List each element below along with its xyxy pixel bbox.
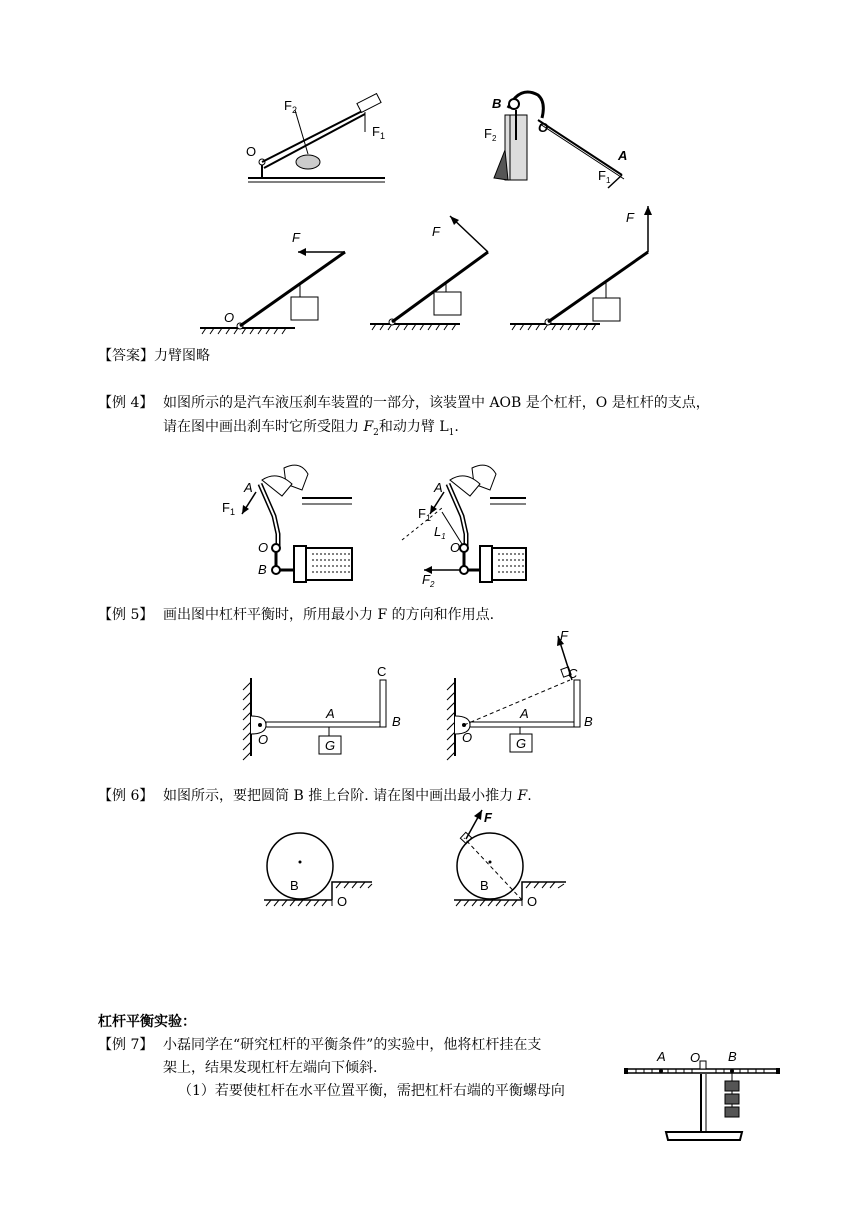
rod3-f-label: F bbox=[626, 210, 634, 225]
cutter-f2-label: F bbox=[284, 98, 292, 113]
brake2-f2-sub: 2 bbox=[429, 580, 435, 589]
svg-text:F1 bbox=[222, 500, 235, 517]
rod1-f-label: F bbox=[292, 230, 300, 245]
figure-brake-question bbox=[222, 460, 362, 585]
brake2-f1-sub: 1 bbox=[425, 513, 431, 523]
lever2-c-label: C bbox=[568, 666, 578, 681]
ex4-line2-mid: 和动力臂 L bbox=[378, 419, 449, 435]
pump-f2-label: F bbox=[484, 126, 492, 141]
figure-lever-question bbox=[236, 660, 416, 760]
lever2-o-label: O bbox=[462, 730, 473, 745]
ex4-line2 bbox=[163, 417, 459, 443]
stand-a-label: A bbox=[657, 1049, 666, 1064]
ex6-f-var: F bbox=[517, 788, 528, 804]
lever1-a-label: A bbox=[326, 706, 335, 721]
ex4-l1-sub: 1 bbox=[448, 427, 455, 438]
lever1-g-label: G bbox=[325, 738, 336, 753]
stand-o-label: O bbox=[690, 1050, 701, 1065]
figure-cutter bbox=[240, 90, 400, 190]
ex5-tag: 【例 5】 bbox=[98, 607, 154, 623]
ex4-f2-var: F bbox=[363, 419, 374, 435]
ex7-line2: 架上，结果发现杠杆左端向下倾斜. bbox=[163, 1060, 378, 1076]
cutter-f2-sub: 2 bbox=[291, 105, 297, 115]
ex7-line1: 小磊同学在“研究杠杆的平衡条件”的实验中，他将杠杆挂在支 bbox=[163, 1037, 542, 1053]
answer-line: 【答案】力臂图略 bbox=[98, 348, 210, 364]
ex6-text bbox=[163, 786, 532, 806]
pump-f2-sub: 2 bbox=[491, 134, 497, 143]
lever1-c-label: C bbox=[377, 664, 387, 679]
cutter-f1-label: F bbox=[372, 124, 380, 139]
figure-lever-stand bbox=[624, 1046, 789, 1146]
figure-cylinder-question bbox=[264, 830, 384, 914]
pump-o-label: O bbox=[538, 120, 549, 135]
brake2-f1-label: F bbox=[418, 506, 426, 521]
svg-text:F2 bbox=[284, 98, 297, 115]
svg-text:L1 bbox=[434, 524, 446, 541]
cyl1-b-label: B bbox=[290, 878, 299, 893]
cyl2-f-label: F bbox=[484, 810, 492, 825]
svg-text:F1 bbox=[598, 168, 611, 185]
ex4-tag: 【例 4】 bbox=[98, 395, 154, 411]
ex4-line2-pre: 请在图中画出刹车时它所受阻力 bbox=[163, 419, 364, 435]
brake2-o-label: O bbox=[450, 540, 461, 555]
lever2-b-label: B bbox=[584, 714, 593, 729]
ex7-q1: （1）若要使杠杆在水平位置平衡，需把杠杆右端的平衡螺母向 bbox=[178, 1083, 565, 1099]
figure-pump bbox=[480, 80, 640, 200]
pump-a-label: A bbox=[618, 148, 628, 163]
cyl2-o-label: O bbox=[527, 894, 538, 909]
figure-rod-horizontal-force bbox=[200, 222, 360, 337]
brake1-a-label: A bbox=[244, 480, 253, 495]
brake1-o-label: O bbox=[258, 540, 269, 555]
brake2-a-label: A bbox=[434, 480, 443, 495]
brake2-l1-sub: 1 bbox=[441, 532, 446, 541]
brake1-f1-label: F bbox=[222, 500, 230, 515]
lever1-b-label: B bbox=[392, 714, 401, 729]
rod2-f-label: F bbox=[432, 224, 440, 239]
lever2-f-label: F bbox=[560, 628, 568, 643]
ex5-text: 画出图中杠杆平衡时，所用最小力 F 的方向和作用点. bbox=[163, 607, 495, 623]
ex6-text-end: . bbox=[527, 788, 532, 804]
cyl1-o-label: O bbox=[337, 894, 348, 909]
figure-lever-answer bbox=[440, 626, 600, 760]
ex6-text-pre: 如图所示，要把圆筒 B 推上台阶. 请在图中画出最小推力 bbox=[163, 788, 518, 804]
pump-b-label: B bbox=[492, 96, 502, 111]
ex4-f2-sub: 2 bbox=[373, 427, 379, 438]
svg-text:F2 bbox=[422, 572, 435, 589]
figure-rod-vertical-force bbox=[510, 200, 660, 335]
pump-f1-label: F bbox=[598, 168, 606, 183]
cutter-f1-sub: 1 bbox=[379, 131, 385, 141]
cutter-o-label: O bbox=[246, 144, 257, 159]
cyl2-b-label: B bbox=[480, 878, 489, 893]
ex4-line2-end: . bbox=[454, 419, 459, 435]
brake2-f2-label: F bbox=[422, 572, 430, 587]
ex6-tag: 【例 6】 bbox=[98, 788, 154, 804]
brake1-f1-sub: 1 bbox=[229, 507, 235, 517]
pump-f1-sub: 1 bbox=[605, 176, 611, 185]
stand-b-label: B bbox=[728, 1049, 737, 1064]
brake1-b-label: B bbox=[258, 562, 267, 577]
ex4-line1: 如图所示的是汽车液压刹车装置的一部分，该装置中 AOB 是个杠杆，O 是杠杆的支点， bbox=[163, 395, 710, 411]
rod1-o-label: O bbox=[224, 310, 235, 325]
svg-text:F2 bbox=[484, 126, 497, 143]
lever2-a-label: A bbox=[520, 706, 529, 721]
figure-brake-answer bbox=[402, 460, 542, 589]
ex7-tag: 【例 7】 bbox=[98, 1037, 154, 1053]
figure-rod-oblique-force bbox=[370, 210, 500, 335]
section-title: 杠杆平衡实验： bbox=[98, 1014, 196, 1030]
lever2-g-label: G bbox=[516, 736, 527, 751]
figure-cylinder-answer bbox=[454, 808, 574, 914]
brake2-l1-label: L bbox=[434, 524, 442, 539]
svg-text:F1 bbox=[418, 506, 431, 523]
svg-text:F1 bbox=[372, 124, 385, 141]
lever1-o-label: O bbox=[258, 732, 269, 747]
